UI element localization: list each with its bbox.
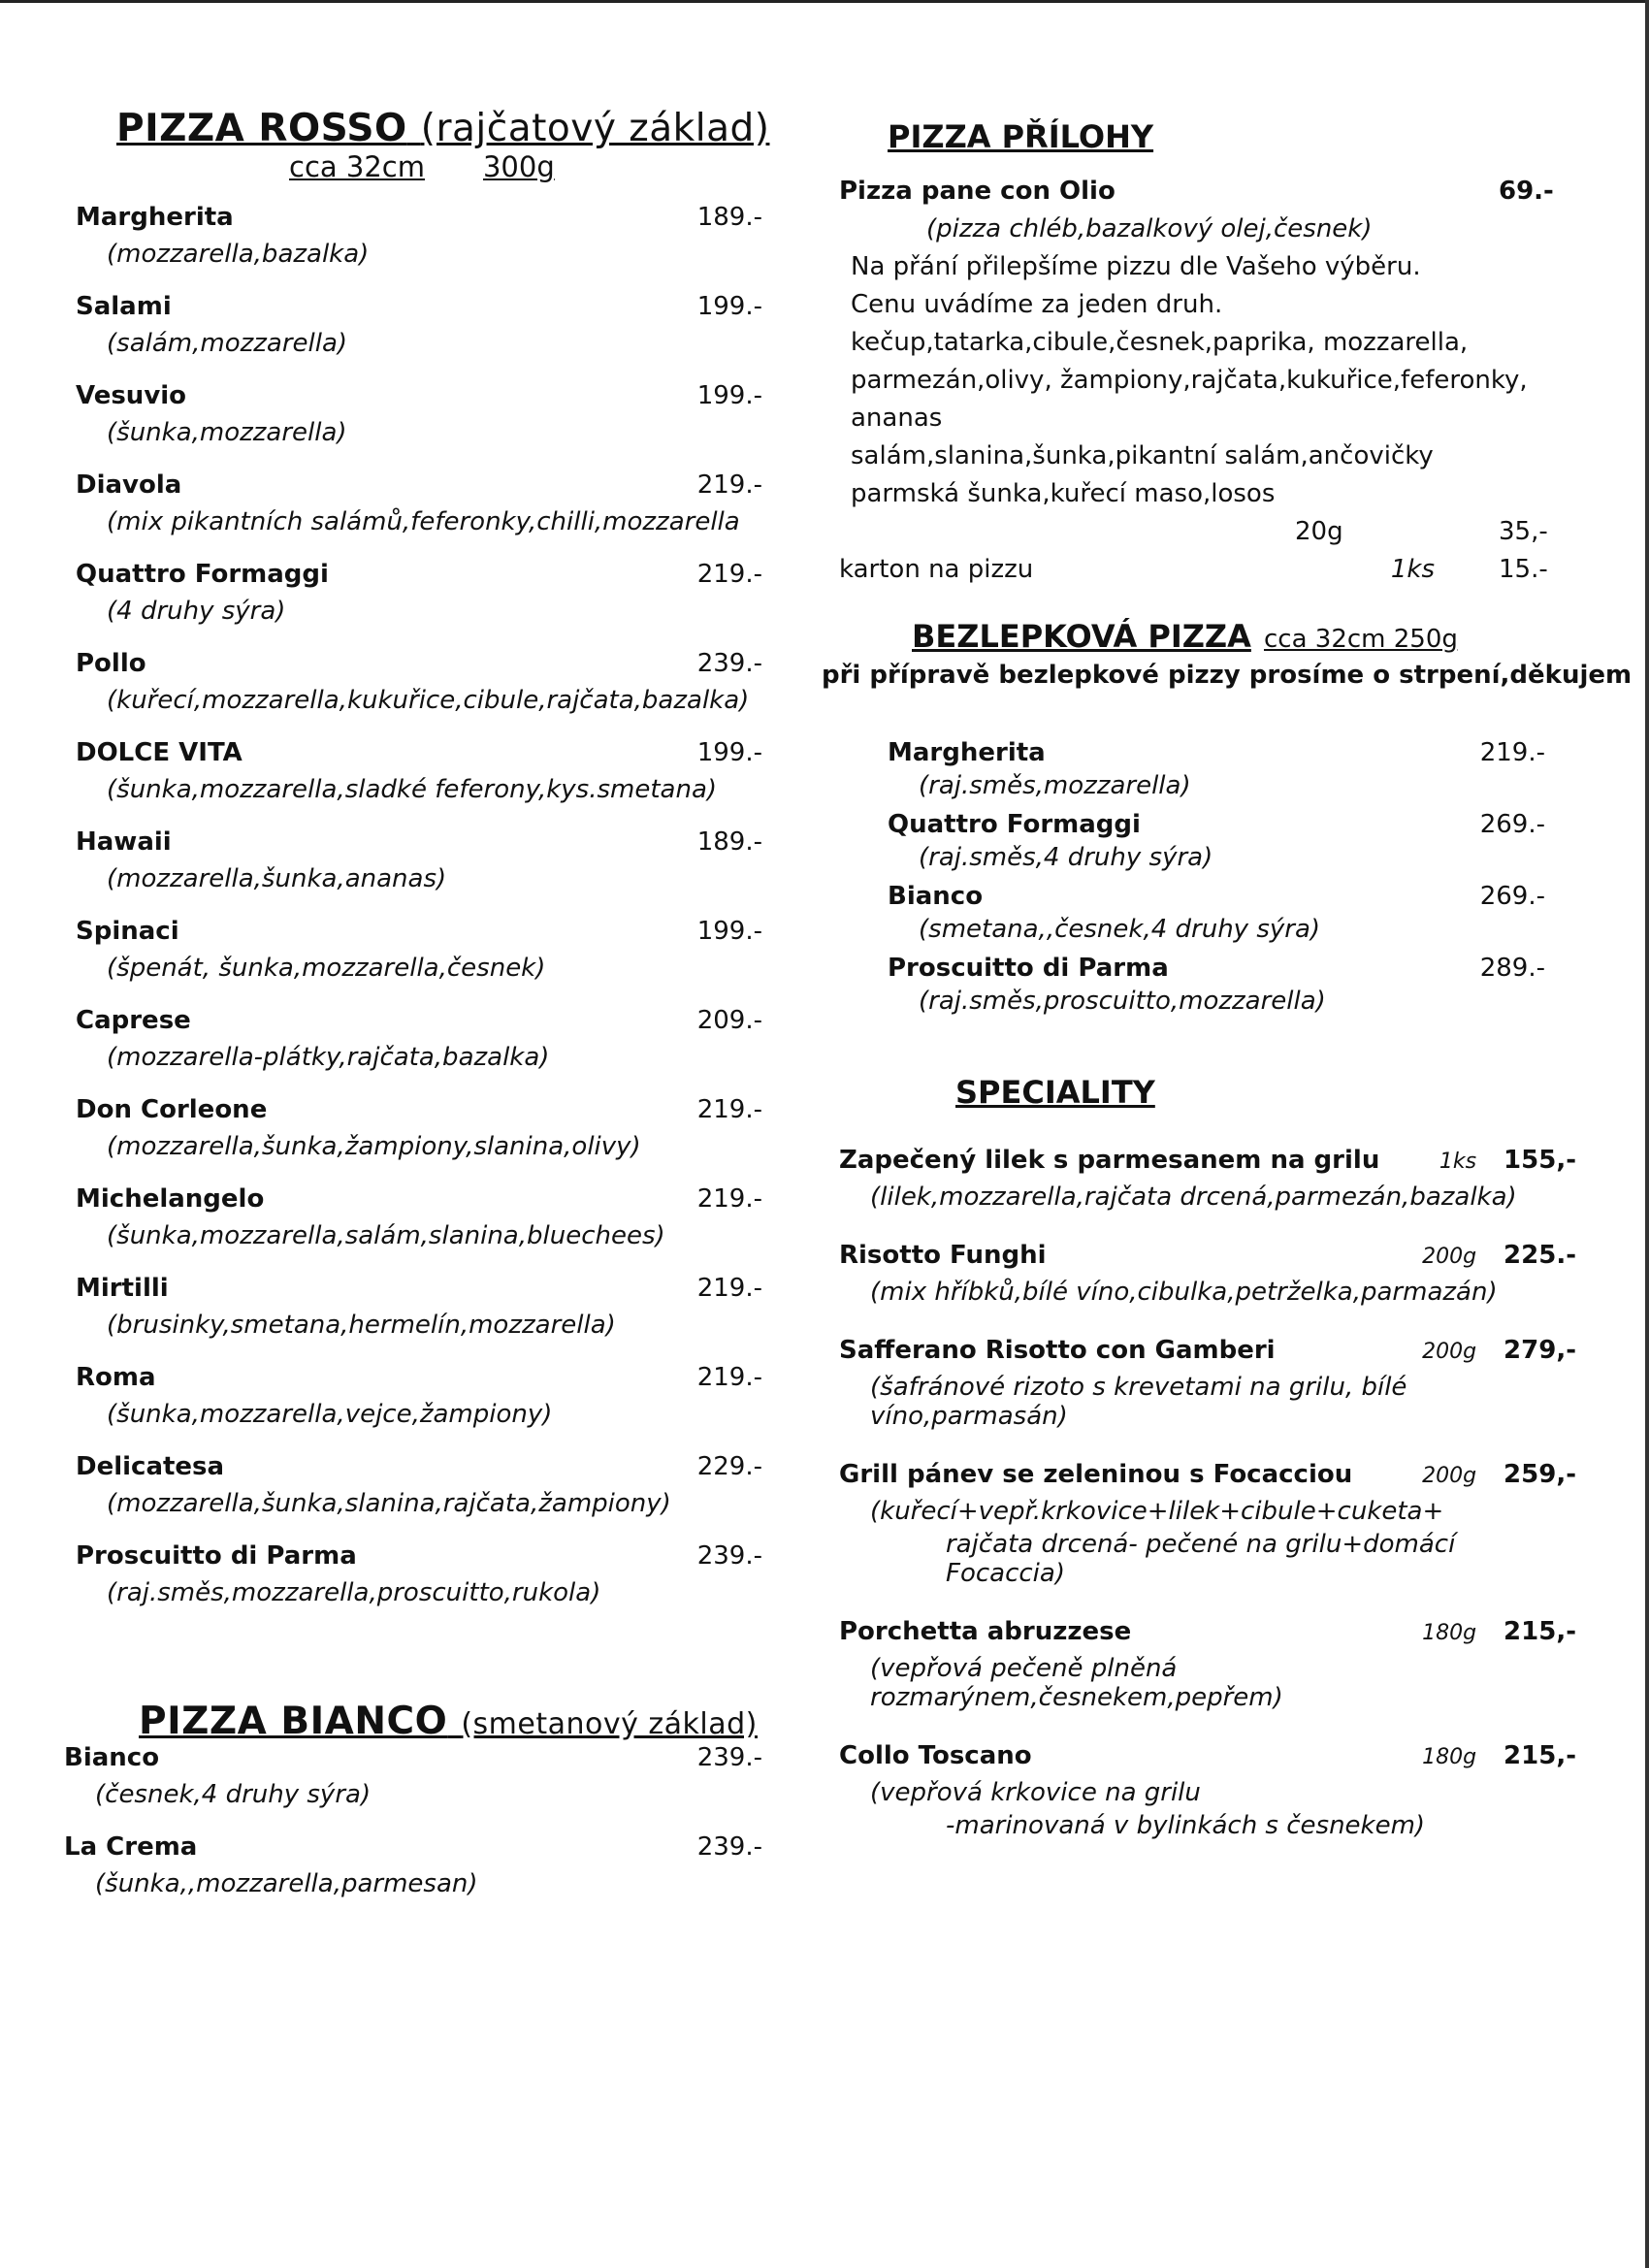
speciality-row (839, 1741, 1576, 1770)
item-name: Roma (76, 1363, 156, 1392)
gf-size: cca 32cm 250g (1263, 625, 1458, 654)
speciality-price: 259,- (1504, 1460, 1576, 1489)
gf-list (839, 738, 1576, 1016)
item-desc: (špenát, šunka,mozzarella,česnek) (107, 954, 546, 983)
speciality-item (839, 1617, 1576, 1712)
rosso-subtitle: (rajčatový základ) (420, 107, 770, 150)
prilohy-section (839, 173, 1576, 589)
menu-item (76, 560, 774, 626)
menu-item-row (76, 381, 774, 410)
speciality-meta (1422, 1241, 1576, 1270)
speciality-item (839, 1336, 1576, 1431)
prilohy-text-line: Cenu uvádíme za jeden druh. (851, 290, 1223, 319)
menu-item (76, 1274, 774, 1340)
item-price: 199.- (696, 738, 762, 767)
speciality-desc: (lilek,mozzarella,rajčata drcená,parmezán,bazalka) (870, 1183, 1517, 1212)
menu-item (76, 1095, 774, 1161)
item-desc: (mozzarella,šunka,žampiony,slanina,olivy) (107, 1132, 641, 1161)
menu-item (64, 1832, 774, 1898)
item-price: 219.- (1479, 738, 1545, 767)
bianco-heading (139, 1700, 774, 1743)
item-desc: (kuřecí,mozzarella,kukuřice,cibule,rajčata,bazalka) (107, 686, 750, 715)
menu-item-row (76, 1274, 774, 1303)
speciality-name: Safferano Risotto con Gamberi (839, 1336, 1276, 1365)
item-price: 219.- (696, 1274, 762, 1303)
menu-item (76, 1363, 774, 1429)
item-desc: (šunka,mozzarella) (107, 418, 347, 447)
item-price: 239.- (696, 649, 762, 678)
speciality-desc-cont: rajčata drcená- pečené na grilu+domácí Focaccia) (946, 1530, 1456, 1588)
prilohy-text-line: kečup,tatarka,cibule,česnek,paprika, mozzarella, (851, 328, 1469, 357)
menu-item (888, 810, 1576, 872)
scan-edge-right (1645, 0, 1649, 2268)
menu-item-row (64, 1743, 774, 1772)
speciality-price: 155,- (1504, 1146, 1576, 1175)
gf-title: BEZLEPKOVÁ PIZZA (912, 618, 1251, 655)
speciality-title: SPECIALITY (955, 1074, 1155, 1111)
scan-edge-top (0, 0, 1649, 3)
speciality-desc: (mix hříbků,bílé víno,cibulka,petrželka,parmazán) (870, 1278, 1498, 1307)
speciality-row (839, 1460, 1576, 1489)
menu-item (76, 292, 774, 358)
item-desc: (brusinky,smetana,hermelín,mozzarella) (107, 1311, 616, 1340)
menu-item-row (76, 738, 774, 767)
item-desc: (mozzarella,šunka,slanina,rajčata,žampiony) (107, 1489, 671, 1518)
item-price: 219.- (696, 1363, 762, 1392)
menu-item (888, 882, 1576, 944)
gf-notice: při přípravě bezlepkové pizzy prosíme o strpení,děkujem (822, 661, 1633, 690)
rosso-size-line (289, 150, 774, 183)
rosso-weight: 300g (482, 150, 555, 183)
item-price: 269.- (1479, 882, 1545, 911)
menu-item-row (888, 954, 1576, 983)
item-price: 219.- (696, 560, 762, 589)
right-column (822, 107, 1633, 1869)
prilohy-text-line: parmezán,olivy, žampiony,rajčata,kukuřice,feferonky, (851, 366, 1528, 395)
item-price: 239.- (696, 1541, 762, 1571)
speciality-row (839, 1617, 1576, 1646)
speciality-item (839, 1741, 1576, 1840)
item-desc: (raj.směs,mozzarella) (919, 771, 1191, 800)
gf-heading (912, 618, 1576, 655)
item-desc: (česnek,4 druhy sýra) (95, 1780, 372, 1809)
item-desc: (mozzarella,šunka,ananas) (107, 864, 447, 893)
item-name: Pollo (76, 649, 146, 678)
item-name: Mirtilli (76, 1274, 169, 1303)
item-name: Caprese (76, 1006, 191, 1035)
rosso-size: cca 32cm (289, 150, 425, 183)
prilohy-text-line: ananas (851, 404, 943, 433)
menu-item (76, 649, 774, 715)
menu-item (888, 954, 1576, 1016)
pane-desc: (pizza chléb,bazalkový olej,česnek) (926, 214, 1373, 243)
item-desc: (mozzarella,bazalka) (107, 240, 370, 269)
item-price: 289.- (1479, 954, 1545, 983)
item-desc: (mix pikantních salámů,feferonky,chilli,mozzarella (107, 507, 740, 536)
speciality-meta (1422, 1617, 1576, 1646)
speciality-weight: 180g (1422, 1745, 1477, 1769)
item-name: Margherita (888, 738, 1046, 767)
box-price: 15.- (1499, 555, 1548, 584)
pane-price: 69.- (1499, 177, 1554, 206)
speciality-price: 225.- (1504, 1241, 1576, 1270)
item-name: Hawaii (76, 827, 172, 857)
speciality-row (839, 1146, 1576, 1175)
item-name: Don Corleone (76, 1095, 268, 1124)
menu-item (76, 1452, 774, 1518)
speciality-name: Grill pánev se zeleninou s Focacciou (839, 1460, 1353, 1489)
item-desc: (4 druhy sýra) (107, 597, 286, 626)
prilohy-text-line: salám,slanina,šunka,pikantní salám,ančovičky (851, 441, 1434, 470)
bianco-title: PIZZA BIANCO (139, 1700, 448, 1743)
item-desc: (smetana,,česnek,4 druhy sýra) (919, 915, 1321, 944)
speciality-item (839, 1460, 1576, 1588)
menu-item-row (76, 1006, 774, 1035)
pane-name: Pizza pane con Olio (839, 177, 1116, 206)
item-desc: (šunka,mozzarella,sladké feferony,kys.smetana) (107, 775, 718, 804)
speciality-weight: 180g (1422, 1621, 1477, 1645)
prilohy-text (839, 248, 1576, 513)
menu-item (76, 203, 774, 269)
item-price: 189.- (696, 203, 762, 232)
box-name: karton na pizzu (839, 555, 1034, 584)
item-name: Delicatesa (76, 1452, 225, 1481)
menu-item (888, 738, 1576, 800)
menu-item (76, 1184, 774, 1250)
menu-item-row (76, 470, 774, 500)
menu-item (76, 917, 774, 983)
menu-item-row (76, 1184, 774, 1214)
item-price: 229.- (696, 1452, 762, 1481)
item-name: Vesuvio (76, 381, 187, 410)
speciality-meta (1422, 1741, 1576, 1770)
speciality-desc-cont: -marinovaná v bylinkách s česnekem) (946, 1811, 1426, 1840)
item-name: Diavola (76, 470, 182, 500)
menu-item (76, 827, 774, 893)
menu-item-row (76, 649, 774, 678)
item-price: 189.- (696, 827, 762, 857)
topping-price: 35,- (1499, 517, 1548, 546)
speciality-item (839, 1241, 1576, 1307)
item-name: Quattro Formaggi (76, 560, 329, 589)
bianco-subtitle: (smetanový základ) (461, 1707, 758, 1741)
item-price: 199.- (696, 292, 762, 321)
item-name: Proscuitto di Parma (888, 954, 1169, 983)
menu-item (76, 470, 774, 536)
item-desc: (salám,mozzarella) (107, 329, 348, 358)
item-price: 239.- (696, 1743, 762, 1772)
box-qty: 1ks (1390, 555, 1435, 584)
menu-item (76, 1541, 774, 1607)
item-price: 199.- (696, 917, 762, 946)
rosso-title: PIZZA ROSSO (116, 107, 407, 150)
item-desc: (raj.směs,mozzarella,proscuitto,rukola) (107, 1578, 601, 1607)
item-name: Margherita (76, 203, 234, 232)
item-name: Salami (76, 292, 172, 321)
pane-row (839, 173, 1576, 211)
item-name: Bianco (888, 882, 984, 911)
rosso-list (76, 203, 774, 1607)
item-desc: (mozzarella-plátky,rajčata,bazalka) (107, 1043, 550, 1072)
speciality-weight: 200g (1422, 1245, 1477, 1269)
menu-item-row (76, 560, 774, 589)
prilohy-text-line: Na přání přilepšíme pizzu dle Vašeho výběru. (851, 252, 1421, 281)
item-price: 219.- (696, 1184, 762, 1214)
item-name: Michelangelo (76, 1184, 265, 1214)
speciality-desc: (šafránové rizoto s krevetami na grilu, bílé víno,parmasán) (870, 1373, 1407, 1431)
item-desc: (raj.směs,proscuitto,mozzarella) (919, 987, 1326, 1016)
menu-item-row (76, 1541, 774, 1571)
speciality-price: 215,- (1504, 1741, 1576, 1770)
menu-item-row (76, 827, 774, 857)
item-price: 239.- (696, 1832, 762, 1862)
menu-item (64, 1743, 774, 1809)
menu-item (76, 381, 774, 447)
menu-item-row (76, 1095, 774, 1124)
item-price: 219.- (696, 470, 762, 500)
menu-item (76, 738, 774, 804)
speciality-row (839, 1241, 1576, 1270)
item-name: Spinaci (76, 917, 179, 946)
item-price: 219.- (696, 1095, 762, 1124)
menu-item-row (64, 1832, 774, 1862)
topping-price-row (839, 513, 1576, 551)
speciality-price: 279,- (1504, 1336, 1576, 1365)
item-desc: (šunka,,mozzarella,parmesan) (95, 1869, 478, 1898)
speciality-row (839, 1336, 1576, 1365)
speciality-list (839, 1146, 1576, 1840)
speciality-desc: (vepřová pečeně plněná rozmarýnem,česnekem,pepřem) (870, 1654, 1283, 1712)
menu-item-row (76, 1452, 774, 1481)
left-column (64, 107, 774, 1922)
speciality-name: Collo Toscano (839, 1741, 1032, 1770)
prilohy-text-line: parmská šunka,kuřecí maso,losos (851, 479, 1276, 508)
speciality-meta (1422, 1336, 1576, 1365)
topping-weight: 20g (1295, 517, 1343, 546)
item-price: 269.- (1479, 810, 1545, 839)
menu-item (76, 1006, 774, 1072)
speciality-price: 215,- (1504, 1617, 1576, 1646)
item-desc: (šunka,mozzarella,salám,slanina,bluechees) (107, 1221, 665, 1250)
item-name: DOLCE VITA (76, 738, 242, 767)
item-name: Quattro Formaggi (888, 810, 1141, 839)
bianco-list (64, 1743, 774, 1898)
speciality-meta (1422, 1460, 1576, 1489)
speciality-meta (1439, 1146, 1576, 1175)
menu-item-row (888, 738, 1576, 767)
item-price: 209.- (696, 1006, 762, 1035)
speciality-item (839, 1146, 1576, 1212)
item-name: Bianco (64, 1743, 160, 1772)
prilohy-title: PIZZA PŘÍLOHY (888, 118, 1154, 155)
menu-item-row (76, 917, 774, 946)
item-desc: (raj.směs,4 druhy sýra) (919, 843, 1213, 872)
item-desc: (šunka,mozzarella,vejce,žampiony) (107, 1400, 553, 1429)
item-name: Proscuitto di Parma (76, 1541, 357, 1571)
speciality-desc: (vepřová krkovice na grilu (870, 1778, 1201, 1807)
menu-item-row (76, 1363, 774, 1392)
speciality-name: Zapečený lilek s parmesanem na grilu (839, 1146, 1380, 1175)
speciality-desc: (kuřecí+vepř.krkovice+lilek+cibule+cuketa+ (870, 1497, 1444, 1526)
menu-item-row (76, 203, 774, 232)
rosso-heading (116, 107, 774, 150)
menu-item-row (888, 810, 1576, 839)
speciality-weight: 200g (1422, 1464, 1477, 1488)
speciality-name: Porchetta abruzzese (839, 1617, 1132, 1646)
speciality-name: Risotto Funghi (839, 1241, 1047, 1270)
menu-item-row (76, 292, 774, 321)
menu-item-row (888, 882, 1576, 911)
speciality-weight: 200g (1422, 1340, 1477, 1364)
speciality-weight: 1ks (1439, 1150, 1477, 1174)
item-price: 199.- (696, 381, 762, 410)
box-row (839, 551, 1576, 589)
item-name: La Crema (64, 1832, 198, 1862)
